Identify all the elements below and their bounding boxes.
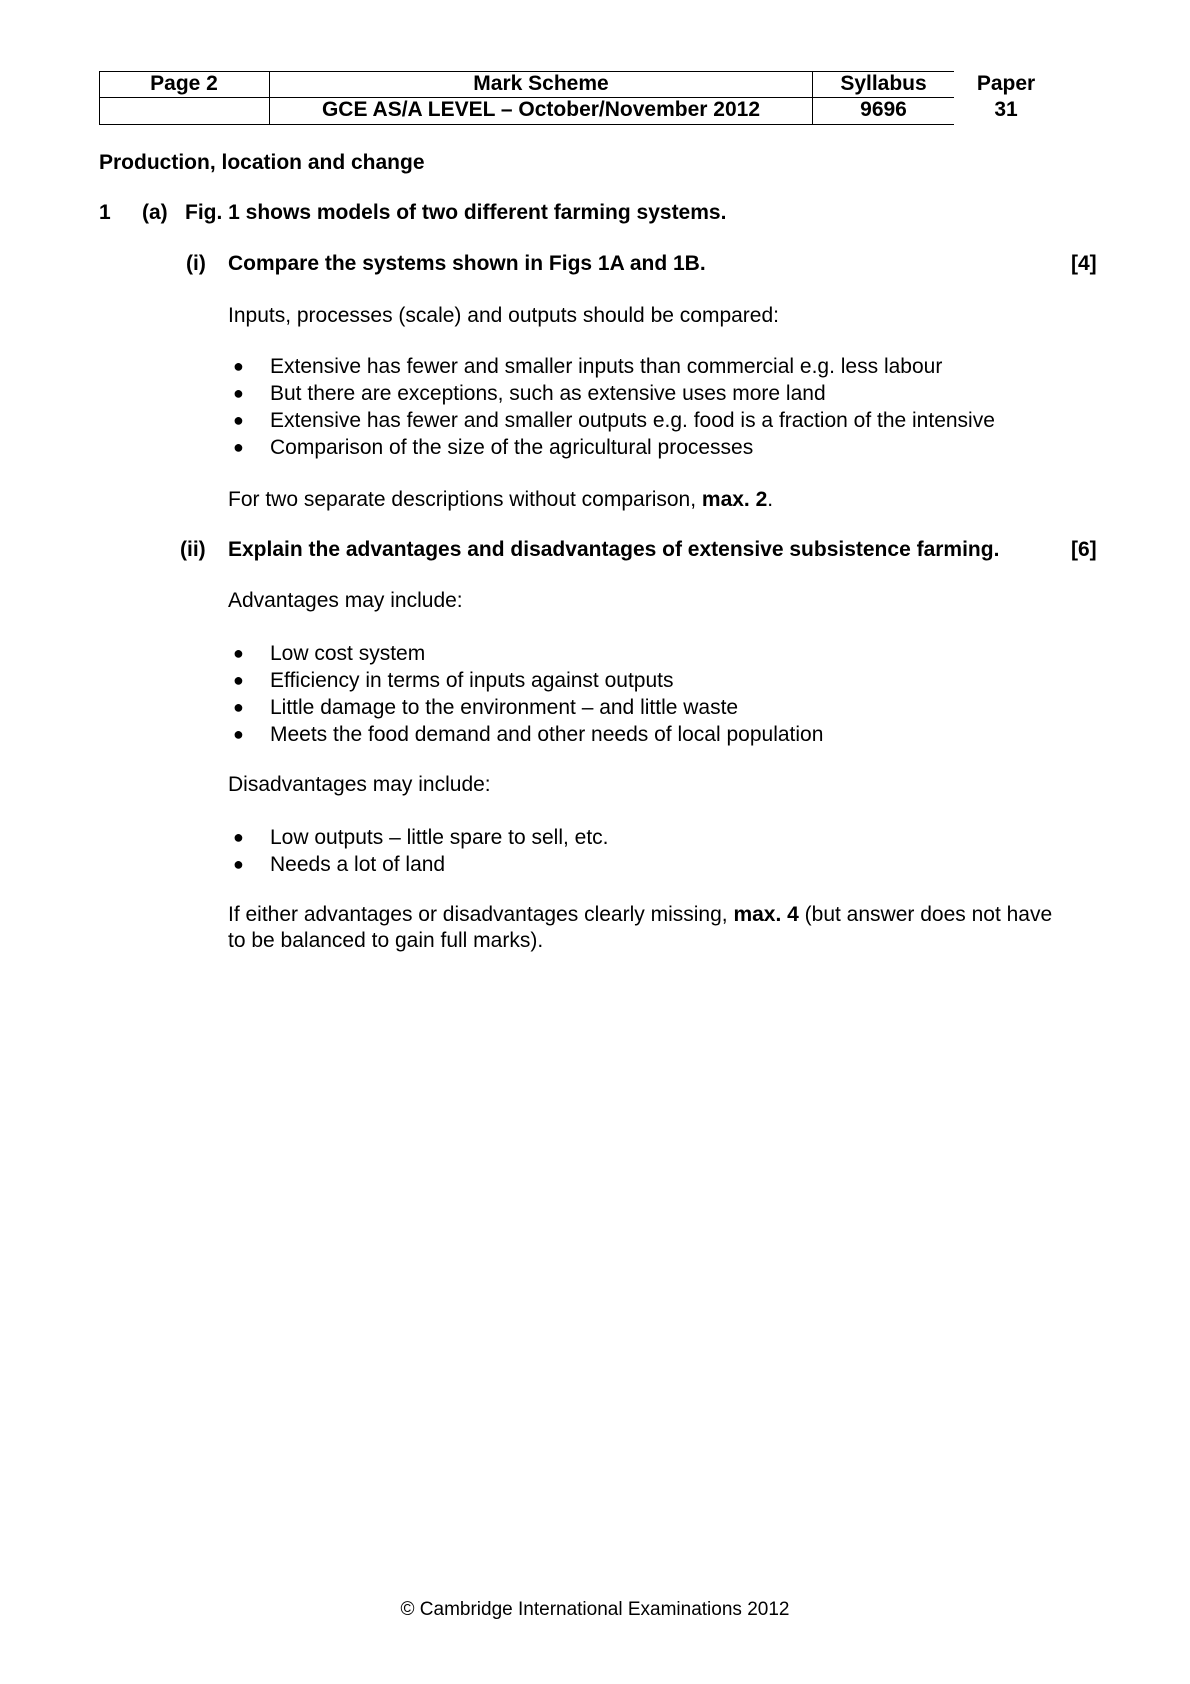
question-part: (a) bbox=[142, 201, 168, 224]
header-syllabus-code: 9696 bbox=[860, 98, 907, 121]
advantages-bullets bbox=[228, 640, 823, 748]
advantages-intro: Advantages may include: bbox=[228, 589, 463, 612]
disadvantages-bullets bbox=[228, 824, 609, 878]
disadvantages-intro: Disadvantages may include: bbox=[228, 773, 491, 796]
header-exam-title: GCE AS/A LEVEL – October/November 2012 bbox=[321, 98, 761, 121]
list-item: ● Comparison of the size of the agricultural processes bbox=[233, 436, 754, 459]
list-item: ● Needs a lot of land bbox=[233, 853, 446, 876]
question-stem: Fig. 1 shows models of two different farming systems. bbox=[185, 201, 727, 224]
list-item: ● Low cost system bbox=[233, 642, 426, 665]
list-item: ● Extensive has fewer and smaller inputs than commercial e.g. less labour bbox=[233, 355, 943, 378]
subquestion-i-marks: [4] bbox=[1071, 252, 1097, 275]
question-number: 1 bbox=[99, 201, 111, 224]
subquestion-i-label: (i) bbox=[186, 252, 206, 275]
header-syllabus-label: Syllabus bbox=[840, 72, 927, 95]
list-item: ● Efficiency in terms of inputs against outputs bbox=[233, 669, 674, 692]
subquestion-i-intro: Inputs, processes (scale) and outputs should be compared: bbox=[228, 304, 779, 327]
list-item: ● Extensive has fewer and smaller outputs e.g. food is a fraction of the intensive bbox=[233, 409, 995, 432]
subquestion-i-bullets bbox=[228, 353, 995, 461]
subquestion-i-note: For two separate descriptions without comparison, max. 2. bbox=[228, 488, 774, 511]
list-item: ● Meets the food demand and other needs of local population bbox=[233, 723, 824, 746]
subquestion-ii-label: (ii) bbox=[180, 538, 206, 561]
header-page-label: Page 2 bbox=[150, 72, 218, 95]
header-page-value bbox=[99, 97, 269, 123]
subquestion-ii-marks: [6] bbox=[1071, 538, 1097, 561]
header-table bbox=[99, 71, 1053, 126]
list-item: ● Low outputs – little spare to sell, etc. bbox=[233, 826, 609, 849]
subquestion-ii-text: Explain the advantages and disadvantages of extensive subsistence farming. bbox=[228, 538, 1000, 561]
header-doc-type: Mark Scheme bbox=[473, 72, 609, 95]
list-item: ● But there are exceptions, such as extensive uses more land bbox=[233, 382, 826, 405]
list-item: ● Little damage to the environment – and little waste bbox=[233, 696, 739, 719]
subquestion-i-text: Compare the systems shown in Figs 1A and 1B. bbox=[228, 252, 706, 275]
header-paper-label: Paper bbox=[976, 72, 1036, 95]
header-paper-number: 31 bbox=[994, 98, 1018, 121]
subquestion-ii-note-line2: to be balanced to gain full marks). bbox=[228, 929, 544, 952]
section-title: Production, location and change bbox=[99, 151, 425, 174]
subquestion-ii-note: If either advantages or disadvantages clearly missing, max. 4 (but answer does not have bbox=[228, 903, 1053, 926]
footer-copyright: © Cambridge International Examinations 2012 bbox=[400, 1599, 790, 1620]
